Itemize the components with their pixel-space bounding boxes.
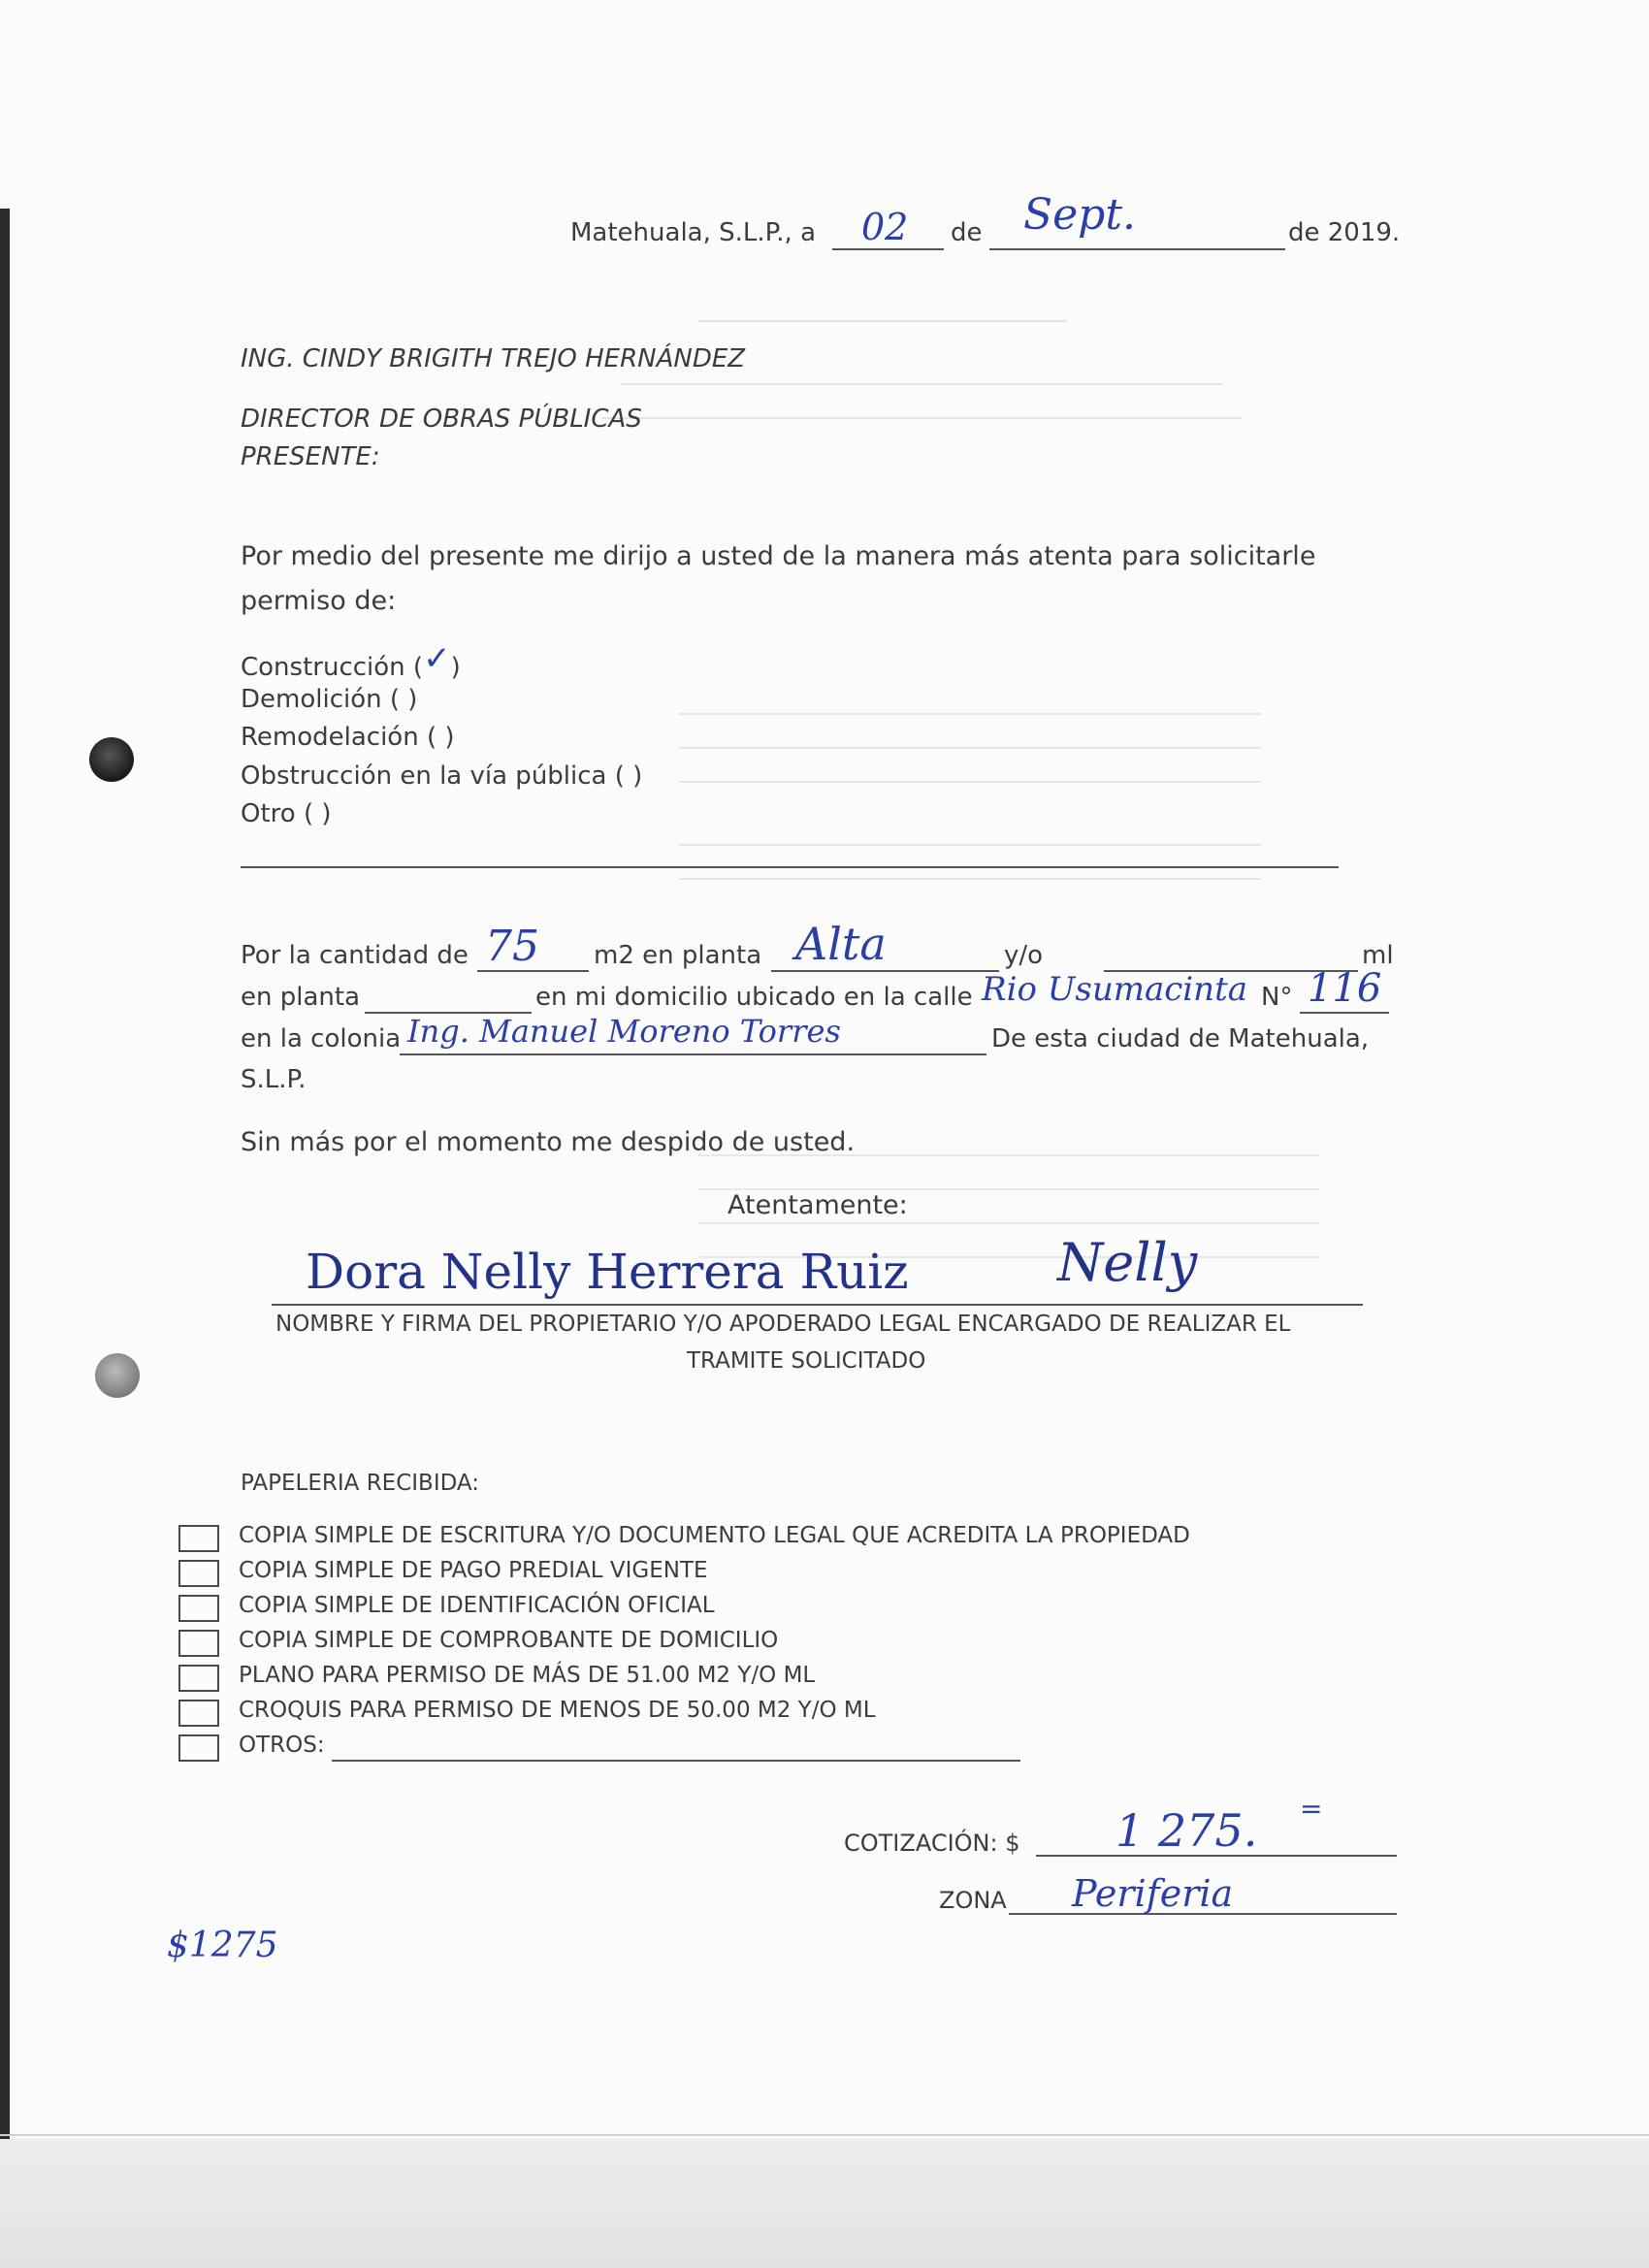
doc-checkbox-plano[interactable] — [178, 1665, 219, 1692]
doc-item-identificacion: COPIA SIMPLE DE IDENTIFICACIÓN OFICIAL — [239, 1593, 715, 1618]
doc-checkbox-otros[interactable] — [178, 1734, 219, 1762]
planta-line — [771, 970, 999, 972]
ml-label: ml — [1362, 941, 1394, 970]
doc-item-domicilio: COPIA SIMPLE DE COMPROBANTE DE DOMICILIO — [239, 1628, 779, 1653]
doc-checkbox-predial[interactable] — [178, 1560, 219, 1587]
option-construccion-label: Construcción ( — [241, 653, 424, 682]
signature-mark: Nelly — [1057, 1232, 1198, 1293]
doc-checkbox-escritura[interactable] — [178, 1525, 219, 1552]
signature-name: Dora Nelly Herrera Ruiz — [306, 1244, 909, 1300]
date-year-label: de 2019. — [1288, 218, 1401, 247]
doc-checkbox-croquis[interactable] — [178, 1700, 219, 1727]
doc-item-otros: OTROS: — [239, 1733, 325, 1758]
slp-label: S.L.P. — [241, 1065, 307, 1094]
option-remodelacion: Remodelación ( ) — [241, 723, 455, 752]
numero-value: 116 — [1308, 966, 1382, 1011]
doc-item-croquis: CROQUIS PARA PERMISO DE MENOS DE 50.00 M2 Y/O ML — [239, 1698, 876, 1723]
cotizacion-dash: = — [1300, 1793, 1323, 1825]
cotizacion-value: 1 275. — [1116, 1804, 1258, 1857]
scan-bottom-edge — [0, 2139, 1649, 2268]
cantidad-label: Por la cantidad de — [241, 941, 469, 970]
doc-item-escritura: COPIA SIMPLE DE ESCRITURA Y/O DOCUMENTO LEGAL QUE ACREDITA LA PROPIEDAD — [239, 1523, 1190, 1548]
cantidad-value: 75 — [485, 922, 539, 971]
option-construccion — [241, 639, 461, 684]
intro-line-2: permiso de: — [241, 586, 397, 616]
punch-hole-bottom — [95, 1353, 140, 1398]
firma-label-line-2: TRAMITE SOLICITADO — [687, 1348, 926, 1374]
option-otro: Otro ( ) — [241, 799, 332, 828]
date-month-line — [989, 248, 1285, 250]
planta-value: Alta — [795, 918, 887, 970]
zona-value: Periferia — [1072, 1872, 1234, 1915]
doc-item-predial: COPIA SIMPLE DE PAGO PREDIAL VIGENTE — [239, 1558, 708, 1583]
date-day-value: 02 — [861, 206, 909, 248]
option-demolicion: Demolición ( ) — [241, 685, 418, 714]
en-planta-label: en planta — [241, 983, 361, 1012]
numero-line — [1300, 1012, 1389, 1014]
otros-line — [332, 1760, 1020, 1762]
option-otro-line — [241, 866, 1339, 868]
yo-label: y/o — [1004, 941, 1044, 970]
date-place-label: Matehuala, S.L.P., a — [570, 218, 817, 247]
margin-note: $1275 — [167, 1926, 278, 1965]
doc-item-plano: PLANO PARA PERMISO DE MÁS DE 51.00 M2 Y/O ML — [239, 1663, 816, 1688]
zona-label: ZONA — [939, 1887, 1007, 1914]
m2-label: m2 en planta — [594, 941, 762, 970]
recipient-name: ING. CINDY BRIGITH TREJO HERNÁNDEZ — [241, 344, 746, 373]
date-day-line — [832, 248, 944, 250]
colonia-value: Ing. Manuel Moreno Torres — [407, 1013, 841, 1050]
date-month-value: Sept. — [1023, 190, 1137, 240]
date-de-label: de — [951, 218, 983, 247]
papeleria-heading: PAPELERIA RECIBIDA: — [241, 1471, 479, 1496]
atentamente-text: Atentamente: — [728, 1190, 908, 1220]
numero-label: N° — [1261, 983, 1293, 1012]
signature-line — [272, 1304, 1363, 1306]
punch-hole-top — [89, 737, 134, 782]
doc-checkbox-identificacion[interactable] — [178, 1595, 219, 1622]
doc-checkbox-domicilio[interactable] — [178, 1630, 219, 1657]
despedida-text: Sin más por el momento me despido de usted. — [241, 1127, 856, 1157]
calle-value: Rio Usumacinta — [982, 970, 1248, 1009]
recipient-title: DIRECTOR DE OBRAS PÚBLICAS — [241, 405, 642, 434]
option-obstruccion: Obstrucción en la vía pública ( ) — [241, 761, 643, 791]
ciudad-label: De esta ciudad de Matehuala, — [991, 1024, 1370, 1053]
colonia-line — [400, 1053, 986, 1055]
option-construccion-close: ) — [450, 653, 461, 682]
scan-bottom-line — [0, 2134, 1649, 2136]
scan-left-edge — [0, 209, 10, 2268]
domicilio-label: en mi domicilio ubicado en la calle — [535, 983, 973, 1012]
firma-label-line-1: NOMBRE Y FIRMA DEL PROPIETARIO Y/O APODERADO LEGAL ENCARGADO DE REALIZAR EL — [275, 1312, 1291, 1337]
cotizacion-label: COTIZACIÓN: $ — [844, 1830, 1020, 1857]
colonia-label: en la colonia — [241, 1024, 402, 1053]
recipient-presente: PRESENTE: — [241, 442, 380, 471]
intro-line-1: Por medio del presente me dirijo a usted de la manera más atenta para solicitarle — [241, 541, 1316, 571]
option-construccion-mark: ✓ — [423, 639, 451, 678]
